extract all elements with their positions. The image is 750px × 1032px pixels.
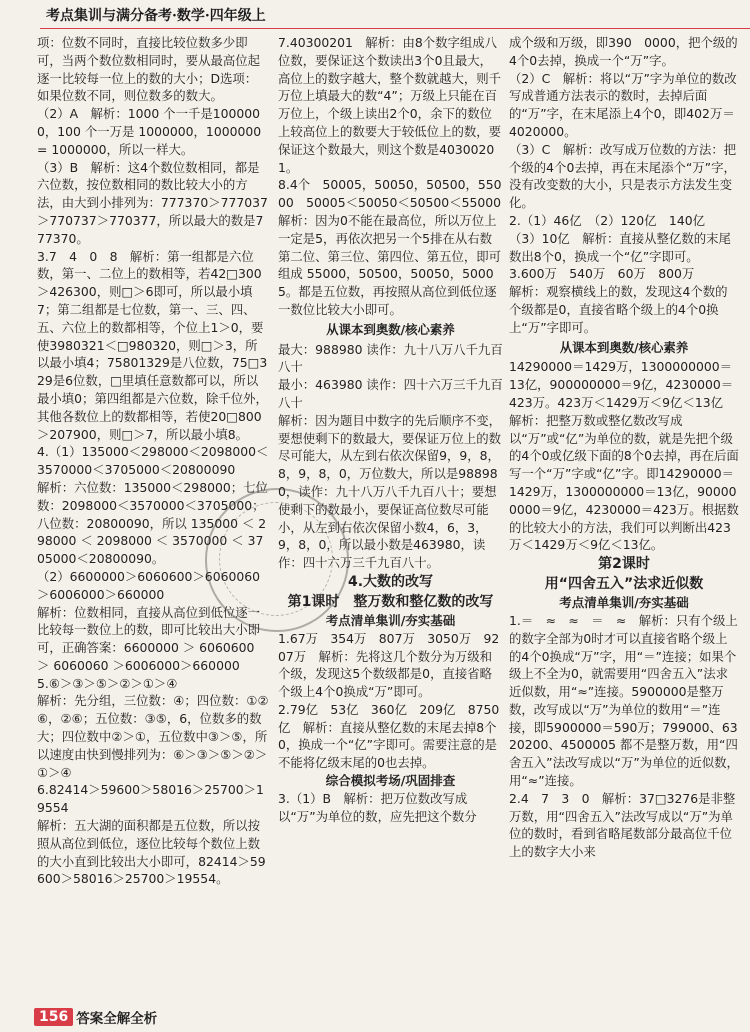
- answer-paragraph: 3.（1）B 解析：把万位数改写成以“万”为单位的数，应先把这个数分: [278, 790, 477, 824]
- lesson-title: 第1课时 整万数和整亿数的改写: [287, 593, 494, 610]
- answer-paragraph: 8.4个 50005，50050，50500，55000 50005＜50050＜50500＜55000: [278, 177, 502, 211]
- answer-paragraph: 解析：因为0不能在最高位，所以万位上一定是5，再依次把另一个5排在从右数第二位、第三位、第四位、第五位，即可组成 55000，50500，50050，50005。都是五位数，再按照从高位到低位逐一数位比较大小即可。: [278, 212, 502, 317]
- footer-label: 答案全解全析: [76, 1011, 158, 1027]
- answer-paragraph: 1.＝ ≈ ≈ ＝ ≈ 解析：只有个级上的数字全部为0时才可以直接省略个级上的4个0换成“万”字，用“＝”连接；如果个级上不全为0，就需要用“四舍五入”法求近似数，用“≈”连接。5900000是整万数，改写成以“万”为单位的数用“＝”连接，即5900000＝590万；799000、6320200、4500005 都不是整万数，用“四舍五入”法改写成以“万”为单位的近似数，用“≈”连接。: [509, 612, 739, 789]
- answer-paragraph: 2.79亿 53亿 360亿 209亿 8750亿 解析：直接从整亿数的末尾去掉8个0，换成一个“亿”字即可。需要注意的是不能将亿级末尾的0也去掉。: [278, 701, 500, 771]
- section-heading: 从课本到奥数/核心素养: [326, 321, 455, 337]
- answer-paragraph: 解析：因为题目中数字的先后顺序不变，要想使剩下的数最大，要保证万位上的数尽可能大，从左到右依次保留9，9，8，8，9，8，0，万位数大，所以是988980，读作：九十八万八千九百八十；要想使剩下的数最小，要保证高位数尽可能小，从左到右依次保留小数4，6，3，9，8，0，所以最小数是463980，读作：四十六万三千九百八十。: [278, 412, 502, 571]
- answer-paragraph: 5.⑥＞③＞⑤＞②＞①＞④: [37, 675, 178, 691]
- answer-paragraph: 6.82414＞59600＞58016＞25700＞19554: [37, 782, 264, 816]
- answer-paragraph: 解析：位数相同，直接从高位到低位逐一比较每一数位上的数，即可比较出大小即可，正确答案：6600000 ＞ 6060600 ＞ 6060060 ＞6006000＞660000: [37, 604, 261, 673]
- answer-paragraph: （3）10亿 解析：直接从整亿数的末尾数出8个0，换成一个“亿”字即可。: [509, 230, 731, 264]
- answer-paragraph: 最小：463980 读作：四十六万三千九百八十: [278, 377, 503, 410]
- page-number: 156: [34, 1008, 73, 1026]
- answer-paragraph: 3.600万 540万 60万 800万: [509, 266, 695, 282]
- answer-paragraph: 7.40300201 解析：由8个数字组成八位数，要保证这个数读出3个0且最大，高位上的数字越大，整个数就越大，则千万位上填最大的数“4”；万级上只能在百万位上，个级上读出2个0，余下的数位上较高位上的数要大于较低位上的数，要保证这个数最大，则这个数是40300201。: [278, 35, 502, 175]
- answer-paragraph: 2.4 7 3 0 解析：37□3276是非整万数，用“四舍五入”法改写成以“万”为单位的数时，看到省略尾数部分最高位千位上的数字大小来: [509, 790, 736, 860]
- answer-paragraph: （2）6600000＞6060600＞6060060＞6006000＞660000: [37, 568, 260, 602]
- page-header: [0, 0, 750, 30]
- answer-paragraph: 成个级和万级，即390 0000，把个级的4个0去掉，换成一个“万”字。: [509, 35, 738, 68]
- section-heading: 考点清单集训/夯实基础: [325, 612, 456, 628]
- answer-paragraph: （2）C 解析：将以“万”字为单位的数改写成普通方法表示的数时，去掉后面的“万”字，在末尾添上4个0，即402万＝4020000。: [509, 70, 737, 139]
- answer-paragraph: （3）B 解析：这4个数位数相同，都是六位数，按位数相同的数比较大小的方法，由大到小排列为：777370＞777037＞770737＞770377，所以最大的数是777370。: [37, 159, 268, 246]
- answer-paragraph: 解析：六位数：135000＜298000；七位数：2098000＜3570000＜3705000；八位数：20800090，所以 135000 ＜ 298000 ＜ 2098000 ＜ 3570000 ＜ 3705000＜20800090。: [37, 479, 268, 567]
- header-rule: [40, 28, 750, 29]
- answer-paragraph: 4.（1）135000＜298000＜2098000＜3570000＜3705000＜20800090: [37, 444, 269, 478]
- column-left: [37, 34, 269, 888]
- answer-paragraph: 1.67万 354万 807万 3050万 9207万 解析：先将这几个数分为万级和个级，发现这5个数级都是0，直接省略个级上4个0换成“万”即可。: [278, 630, 500, 700]
- answer-paragraph: 解析：把整万数或整亿数改写成以“万”或“亿”为单位的数，就是先把个级的4个0或亿级下面的8个0去掉，再在后面写一个“万”字或“亿”字。即14290000＝1429万，1300000000＝13亿，900000000＝9亿，4230000＝423万。根据数的比较大小的方法，我们可以判断出423万＜1429万＜9亿＜13亿。: [509, 412, 739, 553]
- page-footer: [34, 1006, 157, 1028]
- answer-paragraph: 2.（1）46亿 （2）120亿 140亿: [509, 212, 705, 228]
- answer-paragraph: （3）C 解析：改写成万位数的方法：把个级的4个0去掉，再在末尾添个“万”字，没有改变数的大小，只是表示方法发生变化。: [509, 141, 737, 211]
- answer-paragraph: 解析：五大湖的面积都是五位数，所以按照从高位到低位，逐位比较每个数位上数的大小直到比较出大小即可，82414＞59600＞58016＞25700＞19554。: [37, 818, 266, 887]
- answer-paragraph: 14290000＝1429万，1300000000＝13亿，900000000＝9亿，4230000＝423万。423万＜1429万＜9亿＜13亿: [509, 359, 734, 410]
- chapter-title: 4.大数的改写: [347, 573, 434, 590]
- answer-paragraph: 最大：988980 读作：九十八万八千九百八十: [278, 341, 503, 375]
- answer-paragraph: 3.7 4 0 8 解析：第一组都是六位数，第一、二位上的数相等，若42□300＞426300，则□＞6即可，所以最小填7；第二组都是七位数，第一、三、四、五、六位上的数都相等，个位上1＞0，要使3980321＜□980320，则□＞3，所以最小填4；75801329是八位数，75□329是6位数，□里填任意数都可以，所以最小填0；第四组都是六位数，除千位外，其他各数位上的数都相等，若使20□800＞207900，则□＞7，所以最小填8。: [37, 248, 268, 442]
- corner-watermark: [600, 990, 750, 1032]
- section-heading: 从课本到奥数/核心素养: [559, 339, 689, 355]
- column-right: [509, 34, 739, 861]
- answer-paragraph: 项：位数不同时，直接比较位数多少即可，当两个数位数相同时，要从最高位起逐一比较每一位上的数的大小；D选项：如果位数不同，则位数多的数大。: [37, 35, 261, 104]
- answer-paragraph: （2）A 解析：1000 个一千是1000000，100 个一万是 1000000，1000000 = 1000000，所以一样大。: [37, 106, 266, 157]
- lesson-title: 第2课时: [598, 556, 650, 573]
- lesson-subtitle: 用“四舍五入”法求近似数: [544, 576, 704, 593]
- column-middle: [278, 34, 503, 825]
- book-title: 考点集训与满分备考·数学·四年级上: [46, 8, 266, 24]
- answer-paragraph: 解析：先分组，三位数：④；四位数：①②⑥，②⑥；五位数：③⑤，6，位数多的数大；四位数中②＞①，五位数中③＞⑤，所以速度由快到慢排列为：⑥＞③＞⑤＞②＞①＞④: [37, 693, 269, 780]
- section-heading: 考点清单集训/夯实基础: [559, 595, 689, 611]
- answer-paragraph: 解析：观察横线上的数，发现这4个数的个级都是0，直接省略个级上的4个0换上“万”字即可。: [509, 284, 728, 335]
- section-heading: 综合模拟考场/巩固排查: [325, 773, 456, 789]
